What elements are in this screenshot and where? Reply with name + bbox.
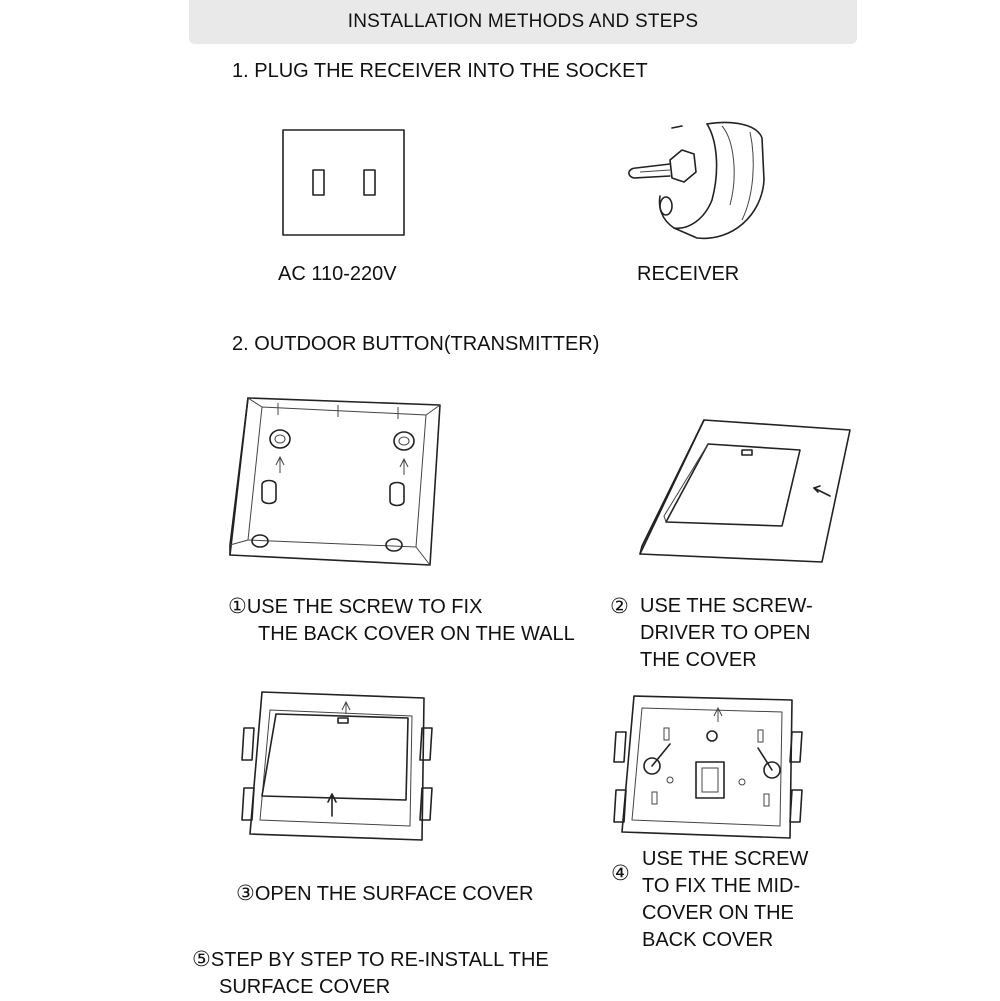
step-2-number: ②: [610, 594, 629, 618]
section-1-heading: 1. PLUG THE RECEIVER INTO THE SOCKET: [232, 60, 648, 82]
closed-switch-icon: [636, 416, 856, 564]
mid-cover-screws-icon: [612, 692, 808, 842]
step-4-text: USE THE SCREW TO FIX THE MID- COVER ON THE BACK COVER: [642, 848, 809, 951]
socket-label: AC 110-220V: [278, 263, 397, 285]
page-title: INSTALLATION METHODS AND STEPS: [347, 11, 699, 32]
step-5-text: ⑤STEP BY STEP TO RE-INSTALL THE SURFACE COVER: [192, 947, 549, 998]
plug-in-receiver-icon: [612, 120, 772, 250]
receiver-label: RECEIVER: [637, 263, 740, 285]
step-3-text: ③OPEN THE SURFACE COVER: [236, 881, 534, 905]
step-1-text: ①USE THE SCREW TO FIX THE BACK COVER ON THE WALL: [228, 594, 575, 645]
step-1-number: ①: [228, 594, 247, 618]
page-title-bar: [189, 0, 857, 44]
step-5-number: ⑤: [192, 947, 211, 971]
wall-socket-icon: [282, 129, 406, 237]
step-2-text: USE THE SCREW- DRIVER TO OPEN THE COVER: [640, 595, 813, 671]
open-surface-cover-icon: [240, 688, 440, 848]
back-cover-box-icon: [218, 395, 446, 571]
step-3-number: ③: [236, 881, 255, 905]
step-4-number: ④: [611, 861, 630, 885]
section-2-heading: 2. OUTDOOR BUTTON(TRANSMITTER): [232, 333, 600, 355]
